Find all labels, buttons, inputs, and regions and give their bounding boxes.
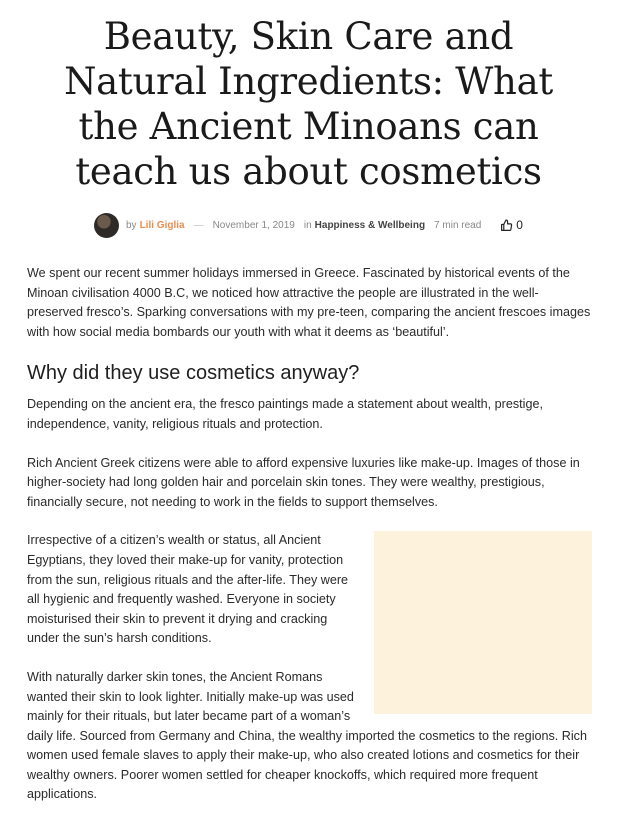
article-title: Beauty, Skin Care and Natural Ingredients: What the Ancient Minoans can teach us about cosmetics — [64, 15, 553, 193]
in-label: in — [303, 219, 312, 231]
author-avatar[interactable] — [94, 213, 119, 238]
paragraph-eras: Depending on the ancient era, the fresco paintings made a statement about wealth, prestige, independence, vanity, religious rituals and protection. — [27, 397, 543, 431]
paragraph-intro: We spent our recent summer holidays immersed in Greece. Fascinated by historical events of the Minoan civilisation 4000 B.C, we noticed how attractive the people are illustrated in the well-preserved fresco’s. Sparking conversations with my pre-teen, comparing the ancient frescoes images with how social media bombards our youth with what it deems as ‘beautiful’. — [27, 266, 591, 339]
category-link[interactable]: Happiness & Wellbeing — [314, 219, 426, 231]
paragraph-roman: With naturally darker skin tones, the Ancient Romans wanted their skin to look lighter. Initially make-up was used mainly for their rituals, but later became part of a woman’s daily life. Sourced from Germany and China, the wealthy imported the cosmetics to the regions. Rich women used female slaves to apply their make-up, who also created lotions and cosmetics for their wealthy owners. Poorer women settled for cheaper knockoffs, which required more frequent applications. — [27, 669, 587, 802]
paragraph-egyptian: Irrespective of a citizen’s wealth or status, all Ancient Egyptians, they loved their make-up for vanity, protection from the sun, religious rituals and the after-life. They were all hygienic and frequently washed. Everyone in society moisturised their skin to prevent it drying and cracking under the sun’s harsh conditions. — [27, 533, 349, 646]
meta-separator: — — [193, 219, 204, 231]
section-heading: Why did they use cosmetics anyway? — [27, 362, 360, 385]
article-meta — [0, 212, 617, 238]
read-time: 7 min read — [434, 219, 482, 231]
article-body — [27, 264, 592, 824]
by-label: by — [126, 219, 137, 231]
ad-placeholder[interactable] — [374, 531, 592, 714]
author-link[interactable]: Lili Giglia — [139, 219, 185, 231]
post-date: November 1, 2019 — [212, 219, 295, 231]
like-count: 0 — [516, 218, 523, 232]
paragraph-greek: Rich Ancient Greek citizens were able to afford expensive luxuries like make-up. Images of those in higher-society had long golden hair and porcelain skin tones. They were wealthy, prestigious, financially secure, not needing to work in the fields to support themselves. — [27, 455, 580, 509]
like-button[interactable] — [500, 218, 523, 232]
thumbs-up-icon — [500, 219, 513, 232]
